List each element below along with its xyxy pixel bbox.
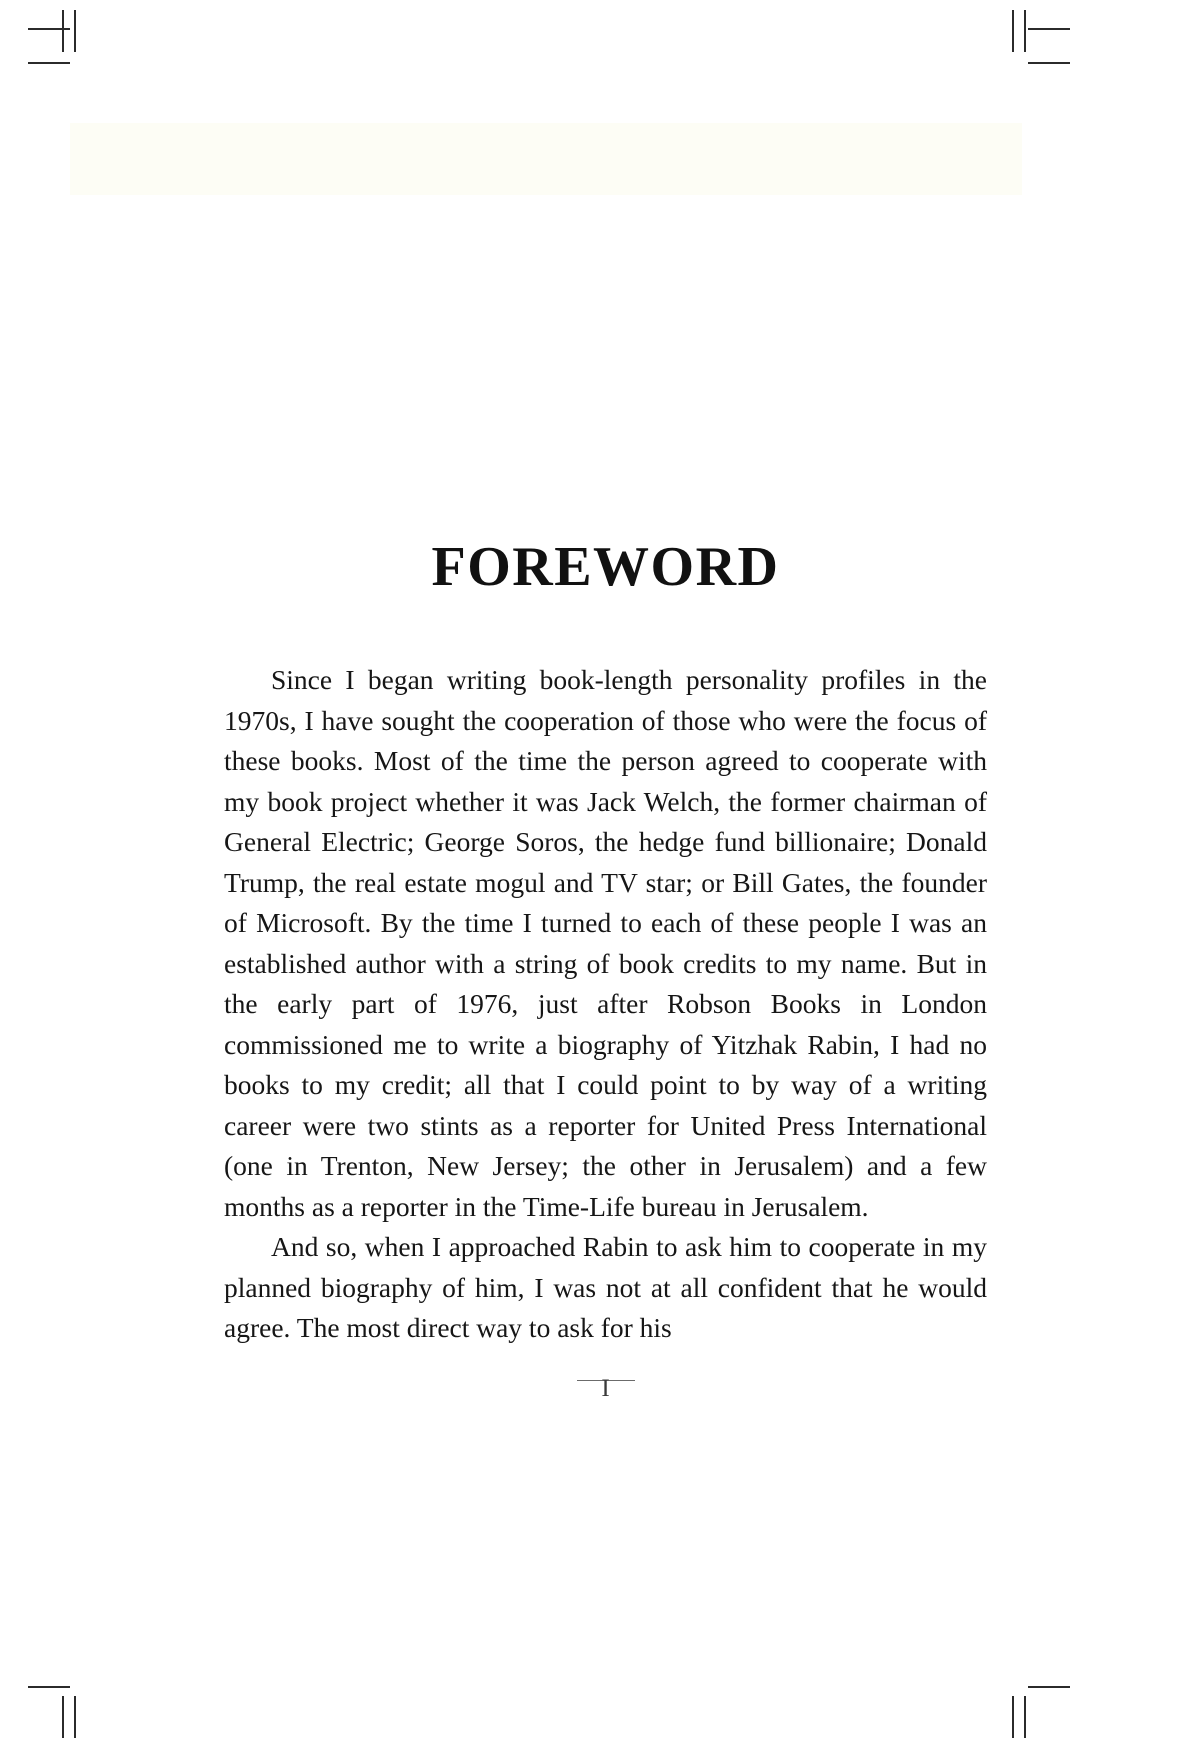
page-title: FOREWORD [431, 536, 780, 598]
crop-mark-bottom-left-vertical-outer [74, 1696, 76, 1738]
crop-mark-top-left-horizontal [28, 62, 70, 64]
crop-mark-top-right-vertical-outer [1024, 10, 1026, 52]
header-band [70, 123, 1022, 195]
crop-mark-top-right-horizontal [1028, 62, 1070, 64]
paragraph-2: And so, when I approached Rabin to ask him to cooperate in my planned biography of him, I was not at all confident that he would agree. The most direct way to ask for his [224, 1231, 987, 1343]
crop-mark-bottom-right-horizontal [1028, 1686, 1070, 1688]
crop-mark-top-left-vertical [62, 10, 64, 52]
crop-mark-top-right-horizontal-outer [1028, 28, 1070, 30]
crop-mark-bottom-right-vertical [1012, 1696, 1014, 1738]
crop-mark-bottom-right-vertical-outer [1024, 1696, 1026, 1738]
crop-mark-top-left-vertical-outer [74, 10, 76, 52]
crop-mark-bottom-left-vertical [62, 1696, 64, 1738]
crop-mark-top-left-horizontal-outer [28, 28, 70, 30]
page-number: I [601, 1375, 610, 1402]
body-copy [224, 660, 987, 1349]
crop-mark-bottom-left-horizontal [28, 1686, 70, 1688]
crop-mark-top-right-vertical [1012, 10, 1014, 52]
paragraph-1: Since I began writing book-length personality profiles in the 1970s, I have sought the cooperation of those who were the focus of these books. Most of the time the person agreed to cooperate with my book project whether it was Jack Welch, the former chairman of General Electric; George Soros, the hedge fund billionaire; Donald Trump, the real estate mogul and TV star; or Bill Gates, the founder of Microsoft. By the time I turned to each of these people I was an established author with a string of book credits to my name. But in the early part of 1976, just after Robson Books in London commissioned me to write a biography of Yitzhak Rabin, I had no books to my credit; all that I could point to by way of a writing career were two stints as a reporter for United Press International (one in Trenton, New Jersey; the other in Jerusalem) and a few months as a reporter in the Time-Life bureau in Jerusalem. [224, 664, 987, 1222]
